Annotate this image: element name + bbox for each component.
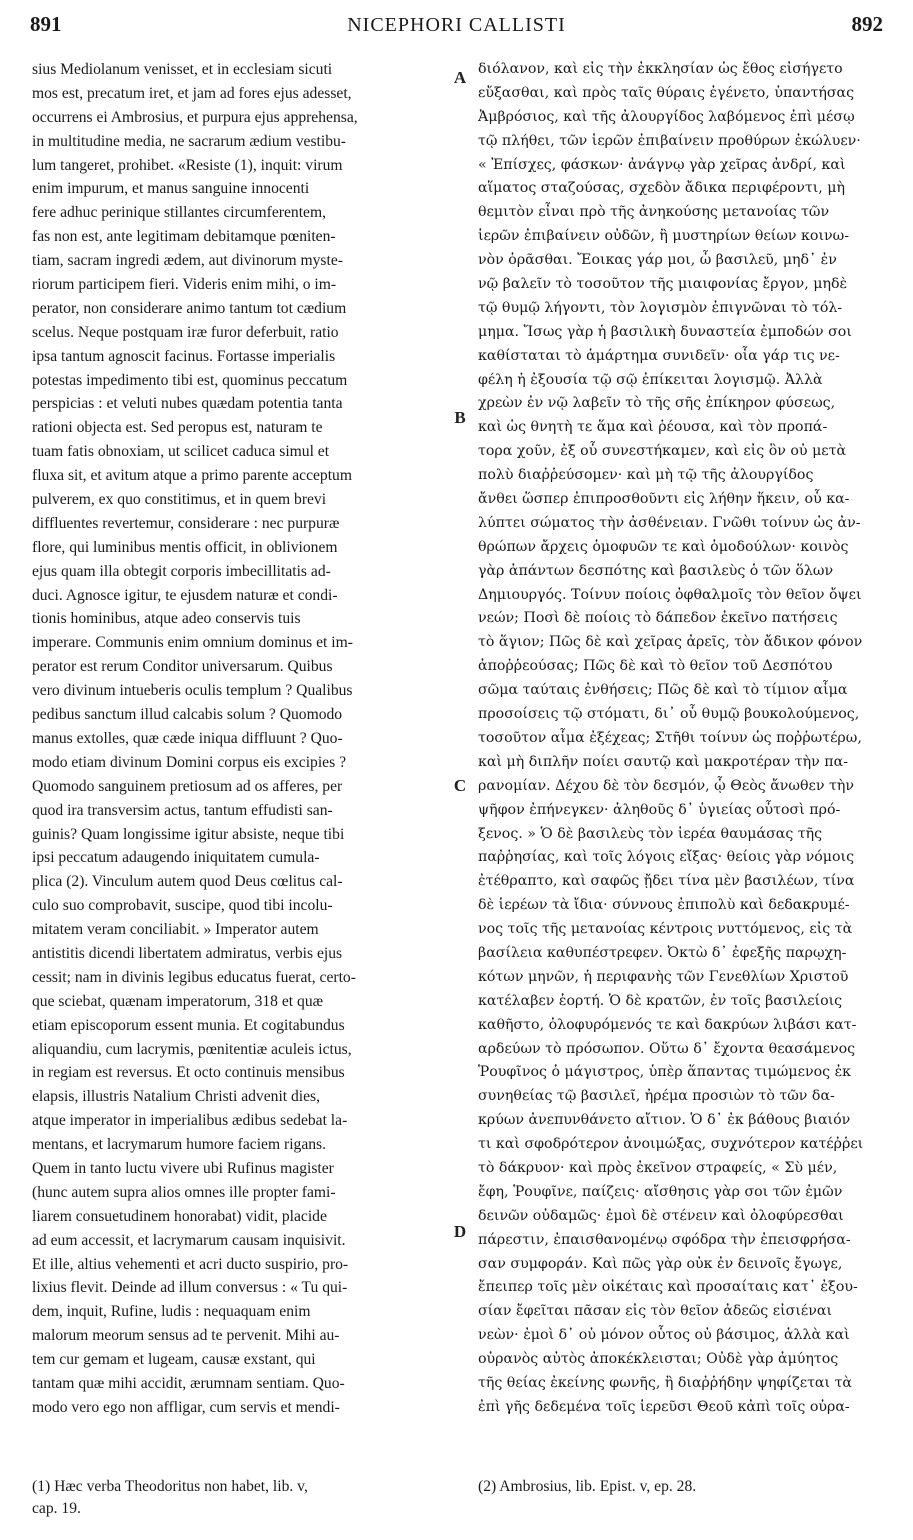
greek-text-line: δεινῶν οὐδαμῶς· ἐμοὶ δὲ στένειν καὶ ὀλοφύρεσθαι <box>478 1207 844 1224</box>
latin-text-line: dem, inquit, Rufine, ludis : nequaquam enim <box>32 1303 311 1321</box>
latin-text-line: imperare. Communis enim omnium dominus et im- <box>32 634 353 652</box>
greek-text-line: τῷ πλήθει, τῶν ἱερῶν ἐπιβαίνειν προθύρων ἐκώλυεν· <box>478 132 861 149</box>
greek-text-line: κρύων ἀνεπυνθάνετο αἴτιον. Ὁ δ᾽ ἐκ βάθους βιαιόν <box>478 1112 851 1129</box>
latin-text-line: elapsis, illustris Natalium Christi advenit dies, <box>32 1088 321 1106</box>
greek-text-line: οὐρανὸς αὐτὸς ἀποκέκλεισται; Οὐδὲ γὰρ ἀμύητος <box>478 1351 839 1368</box>
latin-text-line: manus extolles, quæ cæde iniqua diffluunt ? Quo- <box>32 729 343 747</box>
latin-text-line: plica (2). Vinculum autem quod Deus cœlitus cal- <box>32 873 343 891</box>
latin-text-line: mitatem veram conciliabit. » Imperator autem <box>32 921 319 939</box>
latin-text-line: fas non est, ante legitimam debitamque pœniten- <box>32 228 336 246</box>
greek-text-line: ρανομίαν. Δέχου δὲ τὸν δεσμόν, ᾧ Θεὸς ἄνωθεν τὴν <box>478 777 854 794</box>
greek-text-line: ἄνθει ὥσπερ ἐπιπροσθοῦντι εἰς λήθην ἥκειν, οὗ κα- <box>478 491 850 508</box>
greek-text-line: νος τοῖς τῆς μετανοίας κέντροις νυττόμενος, εἰς τὰ <box>478 921 853 938</box>
page-number-right: 892 <box>851 12 883 36</box>
greek-text-line: τοσοῦτον αἷμα ἐξέχεας; Στῆθι τοίνυν ὡς ποῤῥωτέρω, <box>478 729 862 746</box>
latin-text-line: ejus quam illa obtegit corporis imbecillitatis ad- <box>32 562 331 580</box>
latin-text-line: perator, non considerare animo tantum tot cædium <box>32 299 347 317</box>
greek-text-line: κατέλαβεν ἑορτή. Ὁ δὲ κρατῶν, ἐν τοῖς βασιλείοις <box>478 992 843 1009</box>
greek-text-line: Δημιουργός. Τοίνυν ποίοις ὀφθαλμοῖς τὸν θεῖον ὄψει <box>478 586 862 603</box>
latin-text-line: liarem consuetudinem honorabat) vidit, placide <box>32 1207 327 1225</box>
margin-marker-a: A <box>453 68 467 87</box>
greek-text-line: νὸν ὁρᾶσθαι. Ἔοικας γάρ μοι, ὦ βασιλεῦ, μηδ᾽ ἐν <box>478 252 837 269</box>
greek-text-line: δὲ ἱερέων τὰ ἴδια· σύννους ἐπιπολὺ καὶ δεδακρυμέ- <box>478 897 850 914</box>
latin-text-line: modo etiam divinum Domini corpus eis excipies ? <box>32 753 346 771</box>
greek-text-line: λύπτει σώματος τὴν ἀσθένειαν. Γνῶθι τοίνυν ὡς ἀν- <box>478 514 861 531</box>
latin-text-line: tuam fatis obnoxiam, ut scilicet caduca simul et <box>32 443 330 461</box>
greek-text-line: πάρεστιν, ἐπαισθανομένῳ σφόδρα τὴν ἐπεισφρήσα- <box>478 1231 851 1248</box>
greek-text-line: ἔφη, Ῥουφῖνε, παίζεις· αἴσθησις γὰρ σοι τῶν ἐμῶν <box>478 1183 843 1200</box>
greek-text-line: μημα. Ἴσως γὰρ ἡ βασιλικὴ δυναστεία ἐμποδών σοι <box>478 323 852 340</box>
greek-text-line: νεὼν· ἐμοὶ δ᾽ οὐ μόνον οὗτος οὐ βάσιμος, ἀλλὰ καὶ <box>478 1327 850 1344</box>
greek-text-line: φέλη ἡ ἐξουσία τῷ σῷ ἐπίκειται λογισμῷ. Ἀλλὰ <box>478 371 823 388</box>
greek-column <box>478 58 880 1478</box>
greek-text-line: ξενος. » Ὁ δὲ βασιλεὺς τὸν ἱερέα θαυμάσας τῆς <box>478 825 823 842</box>
latin-text-line: diffluentes revertemur, considerare : nec purpuræ <box>32 514 340 532</box>
footnote-left <box>32 1476 444 1520</box>
latin-text-line: scelus. Neque postquam iræ furor deferbuit, ratio <box>32 323 339 341</box>
latin-text-line: duci. Agnosce igitur, te ejusdem naturæ et condi- <box>32 586 338 604</box>
latin-text-line: fluxa sit, et avitum atque a primo parente acceptum <box>32 467 352 485</box>
greek-text-line: σῶμα ταύταις ἐνθήσεις; Πῶς δὲ καὶ τὸ τίμιον αἷμα <box>478 682 848 699</box>
latin-text-line: rationi objecta est. Sed peropus est, naturam te <box>32 419 323 437</box>
latin-text-line: mos est, precatum iret, et jam ad fores ejus adesset, <box>32 84 352 102</box>
greek-text-line: εὔξασθαι, καὶ πρὸς ταῖς θύραις ἐγένετο, ὑπαντήσας <box>478 84 855 101</box>
latin-text-line: modo vero ego non affligar, cum servis et mendi- <box>32 1398 340 1416</box>
latin-text-line: lum tangeret, prohibet. «Resiste (1), inquit: virum <box>32 156 343 174</box>
margin-marker-d: D <box>453 1222 467 1241</box>
greek-text-line: Ῥουφῖνος ὁ μάγιστρος, ὑπὲρ ἅπαντας τιμώμενος ἐκ <box>478 1064 852 1081</box>
greek-text-line: διόλανον, καὶ εἰς τὴν ἐκκλησίαν ὡς ἔθος εἰσήγετο <box>478 61 843 77</box>
greek-text-line: ἐτέθραπτο, καὶ σαφῶς ᾔδει τίνα μὲν βασιλέων, τίνα <box>478 873 855 890</box>
greek-text-line: χρεὼν ἐν νῷ λαβεῖν τὸ τῆς σῆς ἐπίκηρον φύσεως, <box>478 395 836 412</box>
latin-text-line: ipsa tantum agnoscit facinus. Fortasse imperialis <box>32 347 336 365</box>
latin-text-line: ad eum accessit, et lacrymarum causam inquisivit. <box>32 1231 346 1249</box>
footnote-line: cap. 19. <box>32 1500 81 1517</box>
running-title: NICEPHORI CALLISTI <box>347 14 566 36</box>
greek-text-line: ἀποῤῥεούσας; Πῶς δὲ καὶ τὸ θεῖον τοῦ Δεσπότου <box>478 658 833 675</box>
greek-text-line: ἐπὶ γῆς δεδεμένα τοῖς ἱερεῦσι Θεοῦ κἀπὶ τοῖς οὐρα- <box>478 1398 850 1415</box>
latin-text-line: flore, qui luminibus mentis officit, in oblivionem <box>32 538 338 556</box>
latin-text-line: culo suo comprobavit, suscipe, quod tibi incolu- <box>32 897 333 915</box>
latin-text-line: occurrens ei Ambrosius, et purpura ejus apprehensa, <box>32 108 358 126</box>
latin-text-line: tionis hominibus, atque adeo conservis tuis <box>32 610 301 628</box>
greek-text-line: θεμιτὸν εἶναι πρὸ τῆς ἀνηκούσης μετανοίας τῶν <box>478 204 830 221</box>
page-number-left: 891 <box>30 12 62 36</box>
greek-text-line: βασίλεια καθυπέστρεφεν. Ὀκτὼ δ᾽ ἐφεξῆς παρῳχη- <box>478 944 847 961</box>
greek-text-line: προσοίσεις τῷ στόματι, δι᾽ οὗ θυμῷ βουκολούμενος, <box>478 706 860 723</box>
latin-text-line: lixius flevit. Deinde ad illum conversus : « Tu qui- <box>32 1279 348 1297</box>
greek-text-line: συνηθείας τῷ βασιλεῖ, ἠρέμα προσιὼν τὸ τῶν δα- <box>478 1088 835 1105</box>
latin-text-line: perator est rerum Conditor universarum. Quibus <box>32 658 333 676</box>
latin-text-line: quod ira transversim actus, tantum effudisti san- <box>32 801 333 819</box>
latin-text-line: in multitudine media, ne sacrarum ædium vestibu- <box>32 132 346 150</box>
latin-text-line: atque imperator in imperialibus ædibus sedebat la- <box>32 1112 348 1130</box>
margin-marker-b: B <box>454 408 466 427</box>
latin-text-line: tiam, sacram ingredi ædem, aut divinorum myste- <box>32 252 343 270</box>
greek-text-line: ψῆφον ἐπήνεγκεν· ἀληθοῦς δ᾽ ὑγιείας οὗτοσὶ πρό- <box>478 801 841 818</box>
greek-text-line: τὸ δάκρυον· καὶ πρὸς ἐκεῖνον στραφείς, « Σὺ μέν, <box>478 1159 838 1176</box>
greek-text-line: τῷ θυμῷ λήγοντι, τὸν λογισμὸν ἐπιγνῶναι τὸ τόλ- <box>478 299 843 316</box>
greek-text-line: κότων μηνῶν, ἡ περιφανὴς τῶν Γενεθλίων Χριστοῦ <box>478 968 849 985</box>
greek-text-line: πολὺ διαῤῥεύσομεν· καὶ μὴ τῷ τῆς ἀλουργίδος <box>478 467 814 484</box>
latin-text-line: potestas impedimento tibi est, quominus peccatum <box>32 371 348 389</box>
latin-text-line: aliquandiu, cum lacrymis, pœnitentiæ aculeis ictus, <box>32 1040 352 1058</box>
greek-text-line: τορα χοῦν, ἐξ οὗ συνεστήκαμεν, καὶ εἰς ὃν οὐ μετὰ <box>478 443 847 460</box>
latin-text-line: guinis? Quam longissime igitur absiste, neque tibi <box>32 825 345 843</box>
latin-text-line: enim impurum, et manus sanguine innocenti <box>32 180 310 198</box>
margin-marker-c: C <box>453 776 467 795</box>
greek-text-line: σαν συμφοράν. Καὶ πῶς γὰρ οὐκ ἐν δεινοῖς ἔγωγε, <box>478 1255 843 1272</box>
footnote-line: (1) Hæc verba Theodoritus non habet, lib. v, <box>32 1478 308 1495</box>
latin-text-line: sius Mediolanum venisset, et in ecclesiam sicuti <box>32 61 333 78</box>
greek-text-line: αἵματος σταζούσας, σχεδὸν ἄδικα περιφέροντι, μὴ <box>478 180 846 197</box>
latin-text-line: in regiam est reversus. Et octo continuis mensibus <box>32 1064 345 1082</box>
greek-text-line: σίαν ἔφεῖται πᾶσαν εἰς τὸν θεῖον ἀδεῶς εἰσιέναι <box>478 1303 833 1320</box>
greek-text-line: νῷ βαλεῖν τὸ τοσοῦτον τῆς μιαιφονίας ἔργον, μηδὲ <box>478 276 848 293</box>
latin-text-line: (hunc autem supra alios omnes ille propter fami- <box>32 1183 336 1201</box>
greek-text-line: καθῆστο, ὀλοφυρόμενός τε καὶ δακρύων λιβάσι κατ- <box>478 1016 857 1033</box>
latin-text-line: Quem in tanto luctu vivere ubi Rufinus magister <box>32 1159 334 1177</box>
latin-text-line: tantam quæ mihi accidit, ærumnam sentiam. Quo- <box>32 1374 345 1392</box>
latin-column <box>32 58 444 1478</box>
greek-text-line: ἱερῶν ἐπιβαίνειν οὐδῶν, ἢ μυστηρίων θείων κοινω- <box>478 228 850 245</box>
greek-text-line: καθίσταται τὸ ἁμάρτημα συνιδεῖν· οἷα γάρ τις νε- <box>478 347 840 364</box>
greek-text-line: καὶ μὴ διπλῆν ποίει σαυτῷ καὶ μακροτέραν τὴν πα- <box>478 753 848 770</box>
footnote-line: (2) Ambrosius, lib. Epist. v, ep. 28. <box>478 1478 697 1495</box>
latin-text-line: mentans, et lacrymarum humore faciem rigans. <box>32 1136 327 1154</box>
greek-text-line: τι καὶ σφοδρότερον ἀνοιμώξας, συχνότερον κατέῤῥει <box>478 1136 864 1153</box>
latin-text-line: pedibus sanctum illud calcabis solum ? Quomodo <box>32 706 343 724</box>
latin-text-line: perspicias : et veluti nubes quædam potentia tanta <box>32 395 343 413</box>
greek-text-line: Ἀμβρόσιος, καὶ τῆς ἀλουργίδος λαβόμενος ἐπὶ μέσῳ <box>478 108 855 125</box>
greek-text-line: παῤῥησίας, καὶ τοῖς λόγοις εἴξας· θείοις γὰρ νόμοις <box>478 849 855 866</box>
greek-text-line: αρδεύων τὸ πρόσωπον. Οὕτω δ᾽ ἔχοντα θεασάμενος <box>478 1040 856 1057</box>
latin-text-line: etiam episcoporum essent munia. Et cogitabundus <box>32 1016 345 1034</box>
latin-text-line: riorum participem fieri. Videris enim mihi, o im- <box>32 276 337 294</box>
greek-text-line: καὶ ὡς θνητὴ τε ἅμα καὶ ῥέουσα, καὶ τὸν προπά- <box>478 419 828 436</box>
greek-text-line: τῆς θείας ἐκείνης φωνῆς, ἢ διαῤῥήδην ψηφίζεται τὰ <box>478 1374 853 1391</box>
latin-text-line: cessit; nam in divinis legibus educatus fuerat, certo- <box>32 968 356 986</box>
greek-text-line: τὸ ἅγιον; Πῶς δὲ καὶ χεῖρας ἀρεῖς, τὸν ἄδικον φόνον <box>478 634 863 651</box>
latin-text-line: ipsi peccatum adaugendo iniquitatem cumula- <box>32 849 320 867</box>
latin-text-line: pulverem, ex quo constitimus, et in quem brevi <box>32 491 327 509</box>
latin-text-line: antistitis dicendi libertatem admiratus, verbis ejus <box>32 944 343 962</box>
greek-text-line: γὰρ ἁπάντων δεσπότης καὶ βασιλεὺς ὁ τῶν ὅλων <box>478 562 834 579</box>
latin-text-line: que sciebat, quænam imperatorum, 318 et quæ <box>32 992 324 1010</box>
greek-text-line: νεών; Ποσὶ δὲ ποίοις τὸ δάπεδον ἐκεῖνο πατήσεις <box>478 610 838 627</box>
latin-text-line: vero divinum intueberis oculis templum ? Qualibus <box>32 682 353 700</box>
latin-text-line: malorum meorum sensus ad te pervenit. Mihi au- <box>32 1327 340 1345</box>
latin-text-line: fere adhuc perinique stillantes circumferentem, <box>32 204 326 222</box>
footnote-right <box>478 1476 880 1498</box>
greek-text-line: « Ἐπίσχες, φάσκων· ἀνάγνῳ γὰρ χεῖρας ἀνδρί, καὶ <box>478 156 846 173</box>
latin-text-line: Et ille, altius vehementi et acri ducto suspirio, pro- <box>32 1255 349 1273</box>
greek-text-line: θρώπων ἄρχεις ὁμοφυῶν τε καὶ ὁμοδούλων· κοινὸς <box>478 538 849 555</box>
running-header <box>30 12 883 46</box>
latin-text-line: tem cur gemam et lugeam, causæ exstant, qui <box>32 1351 316 1369</box>
latin-text-line: Quomodo sanguinem pretiosum ad os afferes, per <box>32 777 343 795</box>
greek-text-line: ἔπειπερ τοῖς μὲν οἰκέταις καὶ προσαίταις κατ᾽ ἐξου- <box>478 1279 858 1296</box>
